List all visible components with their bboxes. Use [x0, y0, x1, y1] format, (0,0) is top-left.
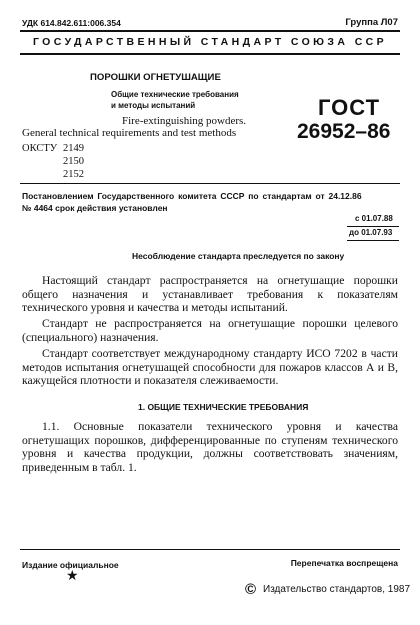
- state-standard-banner: ГОСУДАРСТВЕННЫЙ СТАНДАРТ СОЮЗА ССР: [32, 36, 388, 48]
- date-underline: [347, 240, 399, 241]
- copyright-icon: ©: [245, 581, 257, 598]
- section-heading: 1. ОБЩИЕ ТЕХНИЧЕСКИЕ ТРЕБОВАНИЯ: [138, 402, 309, 412]
- gost-label: ГОСТ: [318, 95, 381, 120]
- star-icon: ★: [66, 569, 79, 584]
- legal-warning: Несоблюдение стандарта преследуется по закону: [132, 251, 345, 261]
- gost-number: 26952–86: [297, 120, 391, 143]
- footer-rule: [20, 549, 400, 550]
- publisher-imprint: Издательство стандартов, 1987: [263, 584, 411, 595]
- date-underline: [347, 226, 399, 227]
- scope-exclusion-paragraph: Стандарт не распространяется на огнетушащие порошки целевого (специального) назначения.: [22, 317, 398, 344]
- official-edition-label: Издание официальное: [22, 560, 119, 570]
- title-en-line2: General technical requirements and test methods: [22, 127, 237, 139]
- decree-line1: Постановлением Государственного комитета СССР по стандартам от 24.12.86: [22, 191, 362, 201]
- okstu-code: 2150: [63, 156, 84, 167]
- decree-line2: № 4464 срок действия установлен: [22, 203, 168, 213]
- group-code: Группа Л07: [345, 17, 398, 28]
- effective-until-date: до 01.07.93: [349, 228, 393, 237]
- title-en-line1: Fire-extinguishing powders.: [122, 115, 247, 127]
- header-bottom-rule: [20, 53, 400, 55]
- udc-code: УДК 614.842.611:006.354: [22, 18, 121, 28]
- header-top-rule: [20, 30, 400, 32]
- section-divider: [20, 183, 400, 184]
- title-ru-main: ПОРОШКИ ОГНЕТУШАЩИЕ: [90, 72, 221, 83]
- iso-compliance-paragraph: Стандарт соответствует международному стандарту ИСО 7202 в части методов испытания огнетушащей способности для пожаров классов А и В, кажущейся плотности и показателя слеживаемости.: [22, 347, 398, 388]
- clause-1-1-paragraph: 1.1. Основные показатели технического уровня и качества огнетушащих порошков, дифференцированные по ступеням технического уровня и качества продукции, должны соответствовать значениям, приведенным в табл. 1.: [22, 420, 398, 474]
- title-ru-sub-line1: Общие технические требования: [111, 90, 239, 99]
- effective-from-date: с 01.07.88: [355, 214, 393, 223]
- title-ru-sub-line2: и методы испытаний: [111, 101, 196, 110]
- okstu-code: 2149: [63, 143, 84, 154]
- okstu-label: ОКСТУ: [22, 143, 58, 154]
- reprint-prohibited-label: Перепечатка воспрещена: [290, 558, 398, 568]
- okstu-code: 2152: [63, 169, 84, 180]
- intro-paragraph: Настоящий стандарт распространяется на огнетушащие порошки общего назначения и устанавливает требования к показателям технического уровня и качества и методы испытаний.: [22, 274, 398, 315]
